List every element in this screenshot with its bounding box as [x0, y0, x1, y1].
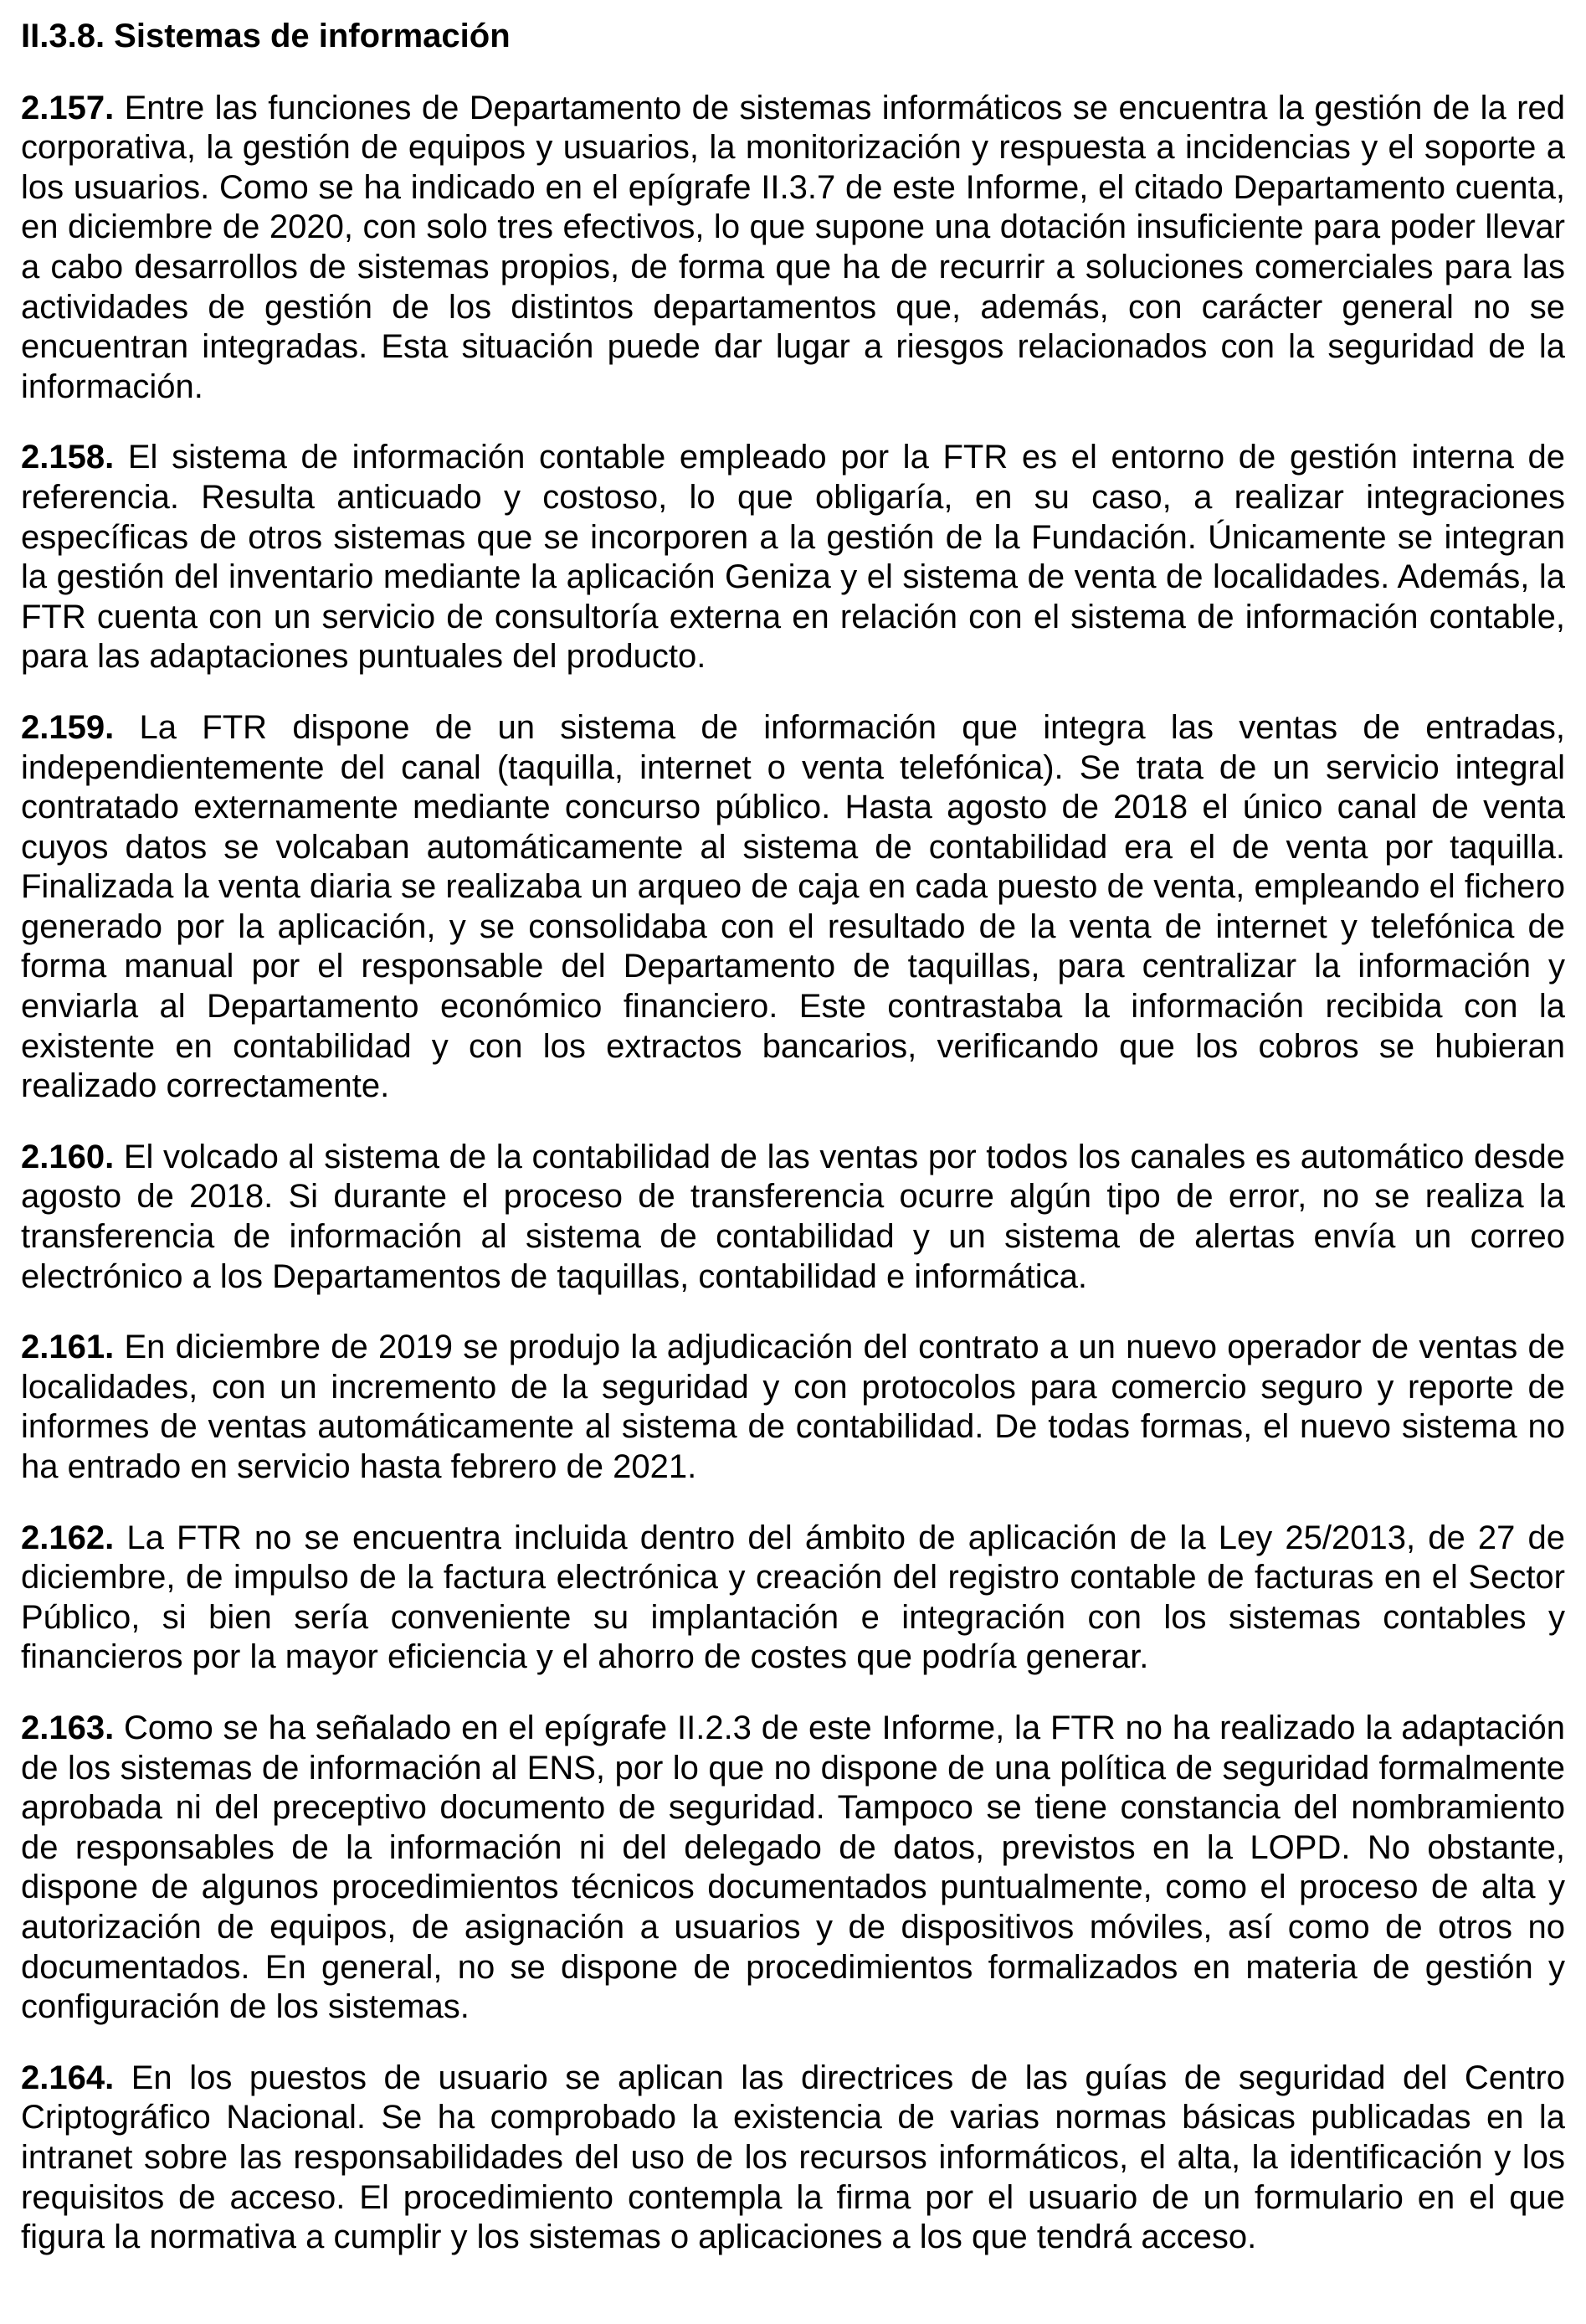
paragraph-2-158 [21, 438, 1565, 677]
paragraph-2-162 [21, 1519, 1565, 1678]
paragraph-number: 2.159. [21, 708, 115, 746]
paragraph-text: En diciembre de 2019 se produjo la adjudicación del contrato a un nuevo operador de ventas de localidades, con un incremento de la seguridad y con protocolos para comercio seguro y reporte de informes de ventas automáticamente al sistema de contabilidad. De todas formas, el nuevo sistema no ha entrado en servicio hasta febrero de 2021. [21, 1329, 1565, 1485]
paragraph-number: 2.161. [21, 1329, 115, 1366]
document-page [21, 17, 1565, 2289]
paragraph-number: 2.158. [21, 439, 115, 476]
paragraph-text: El volcado al sistema de la contabilidad de las ventas por todos los canales es automático desde agosto de 2018. Si durante el proceso de transferencia ocurre algún tipo de error, no se realiza la transferencia de información al sistema de contabilidad y un sistema de alertas envía un correo electrónico a los Departamentos de taquillas, contabilidad e informática. [21, 1138, 1565, 1295]
paragraph-2-164 [21, 2059, 1565, 2258]
paragraph-2-159 [21, 708, 1565, 1107]
paragraph-text: Entre las funciones de Departamento de sistemas informáticos se encuentra la gestión de la red corporativa, la gestión de equipos y usuarios, la monitorización y respuesta a incidencias y el soporte a los usuarios. Como se ha indicado en el epígrafe II.3.7 de este Informe, el citado Departamento cuenta, en diciembre de 2020, con solo tres efectivos, lo que supone una dotación insuficiente para poder llevar a cabo desarrollos de sistemas propios, de forma que ha de recurrir a soluciones comerciales para las actividades de gestión de los distintos departamentos que, además, con carácter general no se encuentran integradas. Esta situación puede dar lugar a riesgos relacionados con la seguridad de la información. [21, 89, 1565, 405]
paragraph-2-163 [21, 1709, 1565, 2028]
paragraph-text: La FTR no se encuentra incluida dentro del ámbito de aplicación de la Ley 25/2013, de 27 de diciembre, de impulso de la factura electrónica y creación del registro contable de facturas en el Sector Público, si bien sería conveniente su implantación e integración con los sistemas contables y financieros por la mayor eficiencia y el ahorro de costes que podría generar. [21, 1519, 1565, 1676]
paragraph-number: 2.162. [21, 1519, 115, 1556]
paragraph-text: Como se ha señalado en el epígrafe II.2.3 de este Informe, la FTR no ha realizado la adaptación de los sistemas de información al ENS, por lo que no dispone de una política de seguridad formalmente aprobada ni del preceptivo documento de seguridad. Tampoco se tiene constancia del nombramiento de responsables de la información ni del delegado de datos, previstos en la LOPD. No obstante, dispone de algunos procedimientos técnicos documentados puntualmente, como el proceso de alta y autorización de equipos, de asignación a usuarios y de dispositivos móviles, así como de otros no documentados. En general, no se dispone de procedimientos formalizados en materia de gestión y configuración de los sistemas. [21, 1709, 1565, 2026]
section-heading: II.3.8. Sistemas de información [21, 18, 511, 54]
paragraph-number: 2.164. [21, 2059, 115, 2096]
paragraph-2-157 [21, 89, 1565, 408]
paragraph-text: En los puestos de usuario se aplican las directrices de las guías de seguridad del Centro Criptográfico Nacional. Se ha comprobado la existencia de varias normas básicas publicadas en la intranet sobre las responsabilidades del uso de los recursos informáticos, el alta, la identificación y los requisitos de acceso. El procedimiento contempla la firma por el usuario de un formulario en el que figura la normativa a cumplir y los sistemas o aplicaciones a los que tendrá acceso. [21, 2059, 1565, 2256]
paragraph-text: La FTR dispone de un sistema de información que integra las ventas de entradas, independientemente del canal (taquilla, internet o venta telefónica). Se trata de un servicio integral contratado externamente mediante concurso público. Hasta agosto de 2018 el único canal de venta cuyos datos se volcaban automáticamente al sistema de contabilidad era el de venta por taquilla. Finalizada la venta diaria se realizaba un arqueo de caja en cada puesto de venta, empleando el fichero generado por la aplicación, y se consolidaba con el resultado de la venta de internet y telefónica de forma manual por el responsable del Departamento de taquillas, para centralizar la información y enviarla al Departamento económico financiero. Este contrastaba la información recibida con la existente en contabilidad y con los extractos bancarios, verificando que los cobros se hubieran realizado correctamente. [21, 708, 1565, 1105]
paragraph-number: 2.163. [21, 1709, 115, 1746]
paragraph-number: 2.160. [21, 1138, 115, 1175]
paragraph-2-160 [21, 1138, 1565, 1297]
paragraph-text: El sistema de información contable empleado por la FTR es el entorno de gestión interna de referencia. Resulta anticuado y costoso, lo que obligaría, en su caso, a realizar integraciones específicas de otros sistemas que se incorporen a la gestión de la Fundación. Únicamente se integran la gestión del inventario mediante la aplicación Geniza y el sistema de venta de localidades. Además, la FTR cuenta con un servicio de consultoría externa en relación con el sistema de información contable, para las adaptaciones puntuales del producto. [21, 439, 1565, 676]
paragraph-2-161 [21, 1328, 1565, 1487]
paragraph-number: 2.157. [21, 89, 115, 126]
